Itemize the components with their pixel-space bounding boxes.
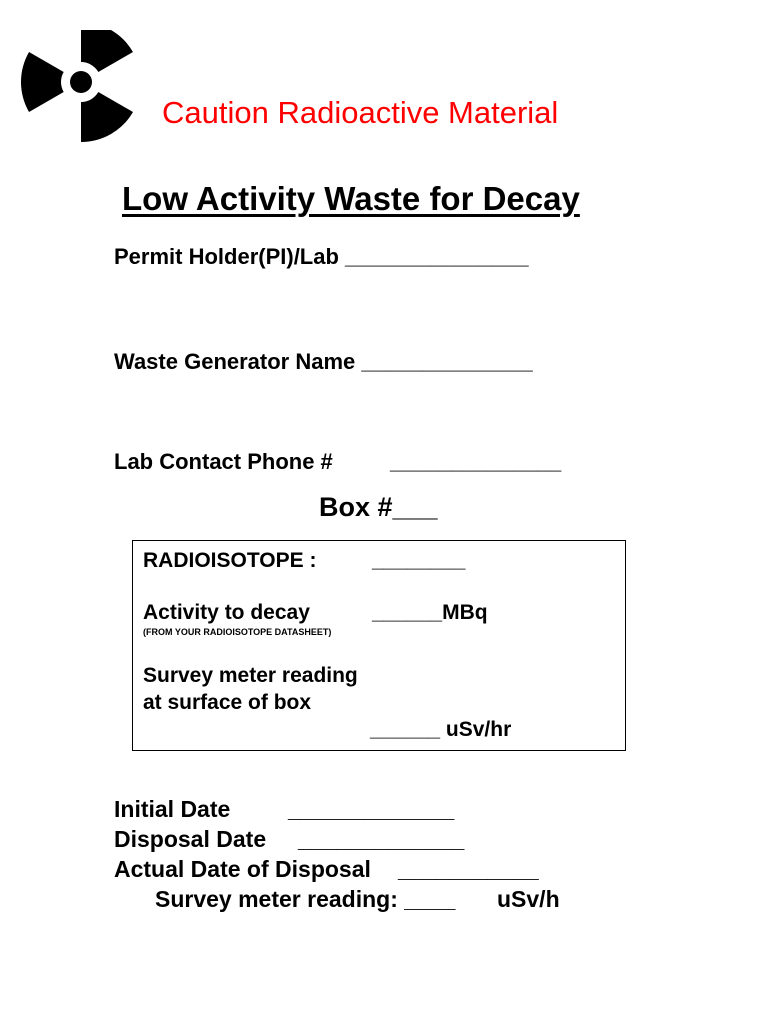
radioisotope-label: RADIOISOTOPE : [143,549,317,572]
waste-generator-field: Waste Generator Name ______________ [114,349,533,374]
survey-label-line2: at surface of box [143,691,312,714]
disposal-date-blank: _____________ [298,826,465,852]
lab-phone-label: Lab Contact Phone # [114,449,333,474]
page-title: Low Activity Waste for Decay [122,180,580,217]
box-number-label: Box #___ [319,492,438,522]
actual-disposal-label: Actual Date of Disposal [114,856,371,882]
survey-label-line1: Survey meter reading [143,664,358,687]
initial-date-label: Initial Date [114,796,231,822]
actual-disposal-blank: ___________ [398,856,539,882]
final-survey-label: Survey meter reading: ____ [155,886,456,912]
survey-value: ______ uSv/hr [370,718,512,741]
activity-label: Activity to decay [143,601,310,624]
final-survey-unit: uSv/h [497,886,560,912]
activity-note: (FROM YOUR RADIOISOTOPE DATASHEET) [143,627,332,637]
caution-heading: Caution Radioactive Material [162,95,559,130]
lab-phone-blank: ______________ [390,449,562,474]
disposal-date-label: Disposal Date [114,826,267,852]
permit-holder-field: Permit Holder(PI)/Lab _______________ [114,244,529,269]
activity-value: ______MBq [372,601,488,624]
radiation-trefoil-icon [20,30,142,144]
radioisotope-blank: ________ [372,549,466,572]
initial-date-blank: _____________ [288,796,455,822]
